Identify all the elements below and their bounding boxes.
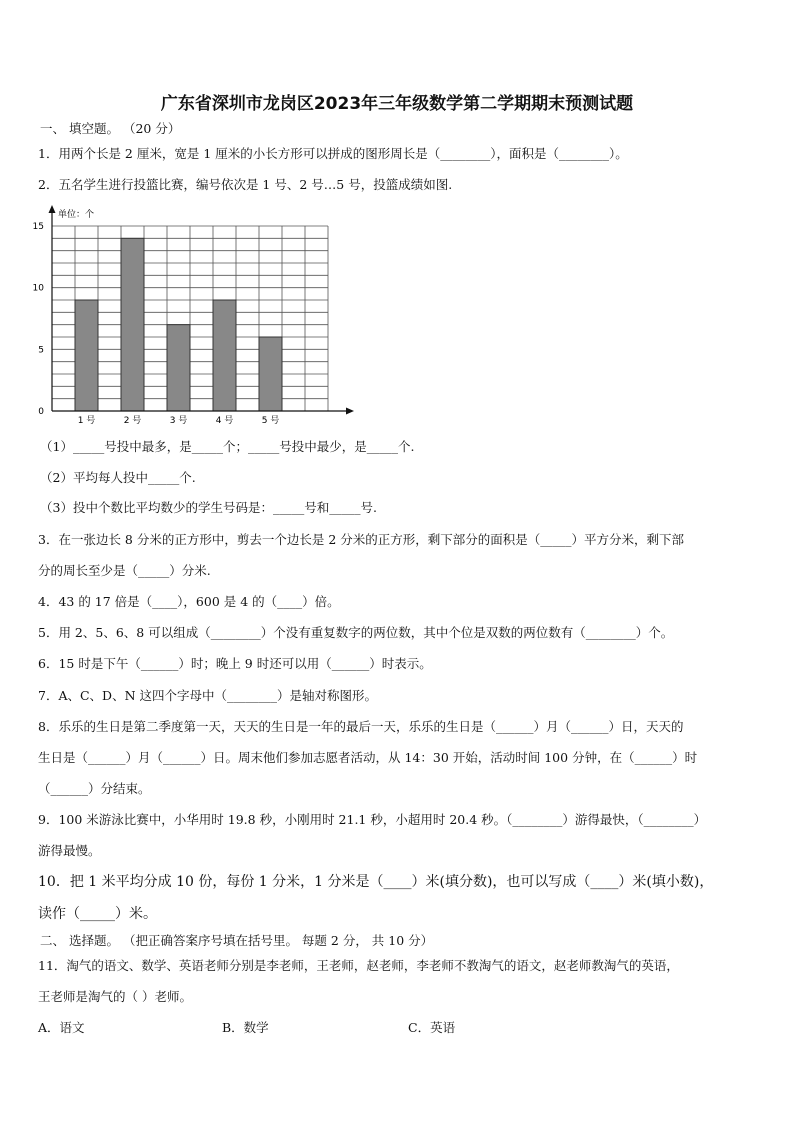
question-8-line-1: 8．乐乐的生日是第二季度第一天，天天的生日是一年的最后一天，乐乐的生日是（______）月（______）日，天天的 [38, 719, 684, 734]
question-3-line-1: 3．在一张边长 8 分米的正方形中，剪去一个边长是 2 分米的正方形，剩下部分的面积是（_____）平方分米，剩下部 [38, 532, 685, 547]
x-tick-labels [78, 415, 280, 426]
question-2-part-2: （2）平均每人投中_____个. [40, 470, 196, 485]
y-tick-label: 0 [38, 407, 44, 417]
question-2-part-3: （3）投中个数比平均数少的学生号码是：_____号和_____号. [40, 500, 377, 515]
x-tick-label: 2 号 [123, 416, 142, 426]
x-tick-label: 4 号 [215, 416, 234, 426]
bar-chart [30, 203, 360, 428]
y-tick-label: 10 [32, 283, 44, 294]
y-tick-label: 15 [32, 222, 44, 232]
question-11-line-1: 11．淘气的语文、数学、英语老师分别是李老师，王老师，赵老师，李老师不教淘气的语文，赵老师教淘气的英语， [38, 958, 679, 973]
question-7: 7．A、C、D、N 这四个字母中（________）是轴对称图形。 [38, 688, 377, 703]
x-tick-label: 3 号 [169, 416, 188, 426]
question-5: 5．用 2、5、6、8 可以组成（________）个没有重复数字的两位数，其中个位是双数的两位数有（________）个。 [38, 625, 674, 640]
question-1: 1．用两个长是 2 厘米，宽是 1 厘米的小长方形可以拼成的图形周长是（________），面积是（________）。 [38, 146, 628, 161]
question-9-line-2: 游得最慢。 [38, 843, 101, 858]
page-title: 广东省深圳市龙岗区2023年三年级数学第二学期期末预测试题 [160, 94, 634, 114]
bar [75, 300, 98, 411]
bar [167, 325, 190, 411]
x-axis-arrow [346, 408, 354, 415]
y-axis-arrow [49, 205, 56, 213]
y-tick-labels [33, 222, 45, 417]
question-6: 6．15 时是下午（______）时；晚上 9 时还可以用（______）时表示。 [38, 656, 432, 671]
question-8-line-3: （______）分结束。 [38, 781, 151, 796]
question-3-line-2: 分的周长至少是（_____）分米. [38, 563, 211, 578]
option-b: B．数学 [222, 1020, 269, 1035]
bar [213, 300, 236, 411]
x-tick-label: 5 号 [261, 416, 280, 426]
question-2-part-1: （1）_____号投中最多，是_____个；_____号投中最少，是_____个. [40, 439, 415, 454]
x-tick-label: 1 号 [77, 416, 96, 426]
chart-unit-label: 单位：个 [58, 210, 95, 220]
option-a: A．语文 [38, 1020, 85, 1035]
question-10-line-2: 读作（_____）米。 [38, 906, 157, 922]
section-1-heading: 一、 填空题。 （20 分） [40, 121, 181, 136]
y-tick-label: 5 [38, 345, 44, 356]
question-11-line-2: 王老师是淘气的（ ）老师。 [38, 989, 192, 1004]
question-8-line-2: 生日是（______）月（______）日。周末他们参加志愿者活动，从 14：30 开始，活动时间 100 分钟，在（______）时 [38, 750, 698, 765]
question-4: 4．43 的 17 倍是（____），600 是 4 的（____）倍。 [38, 594, 340, 609]
question-10-line-1: 10．把 1 米平均分成 10 份，每份 1 分米，1 分米是（____）米(填分数)，也可以写成（____）米(填小数)， [38, 874, 714, 890]
option-c: C．英语 [408, 1020, 456, 1035]
bar [259, 337, 282, 411]
bar [121, 238, 144, 411]
section-2-heading: 二、 选择题。 （把正确答案序号填在括号里。 每题 2 分， 共 10 分） [40, 933, 434, 948]
question-9-line-1: 9．100 米游泳比赛中，小华用时 19.8 秒，小刚用时 21.1 秒，小超用时 20.4 秒。（________）游得最快，（________） [38, 812, 707, 827]
question-2: 2．五名学生进行投篮比赛，编号依次是 1 号、2 号…5 号，投篮成绩如图. [38, 177, 453, 192]
